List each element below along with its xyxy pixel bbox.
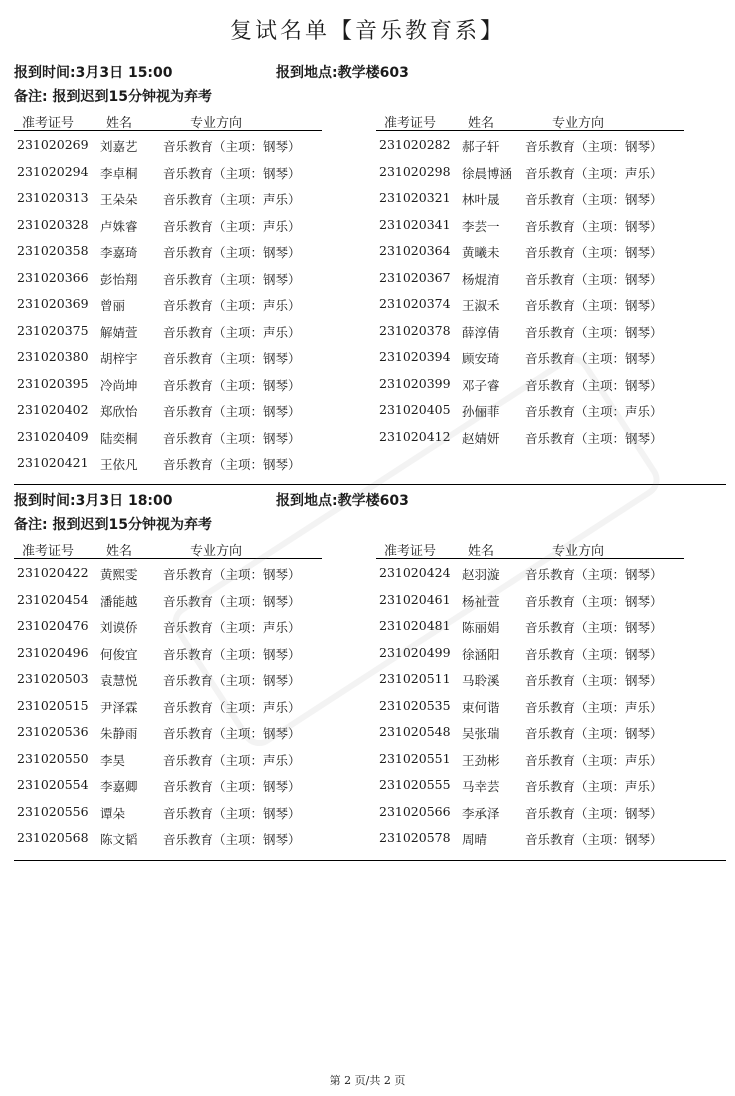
candidate-name: 刘谟侨 [100,620,138,635]
header-major: 专业方向 [190,116,243,131]
table-row [376,718,684,745]
candidate-major: 音乐教育（主项：钢琴） [525,726,663,741]
candidate-name: 马聆溪 [462,673,500,688]
session-2 [14,486,726,898]
table-row [376,771,684,798]
candidate-major: 音乐教育（主项：钢琴） [525,271,663,287]
candidate-major: 音乐教育（主项：钢琴） [525,805,663,821]
candidate-major: 音乐教育（主项：钢琴） [525,620,663,635]
candidate-major: 音乐教育（主项：声乐） [525,165,663,181]
header-id: 准考证号 [22,116,75,131]
candidate-major: 音乐教育（主项：钢琴） [525,324,663,340]
candidate-major: 音乐教育（主项：钢琴） [525,377,663,393]
table-row [376,824,684,851]
candidate-id: 231020358 [17,243,89,258]
candidate-major: 音乐教育（主项：钢琴） [163,165,301,181]
candidate-name: 李承泽 [462,805,500,821]
candidate-major: 音乐教育（主项：钢琴） [163,673,301,688]
candidate-name: 李芸一 [462,218,500,234]
candidate-name: 顾安琦 [462,351,500,366]
table-row [376,158,684,185]
candidate-id: 231020395 [17,375,89,391]
candidate-table-right [376,110,684,449]
candidate-major: 音乐教育（主项：声乐） [525,404,663,419]
table-row [14,718,322,745]
candidate-name: 李昊 [100,752,126,768]
candidate-name: 冷尚坤 [100,377,138,393]
candidate-id: 231020535 [379,697,451,713]
candidate-id: 231020409 [17,428,89,444]
candidate-major: 音乐教育（主项：钢琴） [163,805,301,821]
table-row [376,396,684,423]
table-row [376,559,684,586]
header-id: 准考证号 [384,116,437,131]
candidate-major: 音乐教育（主项：钢琴） [163,457,301,472]
table-row [14,343,322,370]
table-row [14,370,322,397]
table-row [376,264,684,291]
candidate-id: 231020551 [379,750,451,766]
table-row [14,745,322,772]
candidate-name: 彭怡翔 [100,271,138,287]
candidate-name: 郝子轩 [462,139,500,154]
candidate-name: 陈文韬 [100,832,138,847]
table-row [14,290,322,317]
candidate-major: 音乐教育（主项：钢琴） [525,192,663,207]
candidate-name: 黄熙雯 [100,567,138,582]
report-place: 报到地点:教学楼603 [276,493,409,509]
table-row [14,184,322,211]
candidate-major: 音乐教育（主项：钢琴） [525,567,663,582]
candidate-major: 音乐教育（主项：声乐） [163,699,301,715]
table-row [376,423,684,450]
candidate-table-left [14,538,322,851]
table-row [14,449,322,476]
report-place: 报到地点:教学楼603 [276,65,409,81]
candidate-major: 音乐教育（主项：钢琴） [163,351,301,366]
table-row [14,559,322,586]
table-row [14,798,322,825]
table-row [14,396,322,423]
candidate-major: 音乐教育（主项：声乐） [525,752,663,768]
candidate-id: 231020424 [379,565,451,580]
candidate-major: 音乐教育（主项：声乐） [163,620,301,635]
candidate-name: 刘嘉艺 [100,139,138,154]
table-row [376,370,684,397]
table-row [376,612,684,639]
candidate-name: 解婧萱 [100,324,138,340]
candidate-id: 231020496 [17,644,89,660]
header-major: 专业方向 [190,544,243,559]
candidate-id: 231020461 [379,591,451,607]
candidate-name: 吴张瑞 [462,726,500,741]
candidate-name: 周晴 [462,832,488,847]
candidate-major: 音乐教育（主项：钢琴） [525,218,663,234]
table-header [14,538,322,559]
table-row [376,290,684,317]
candidate-major: 音乐教育（主项：钢琴） [525,646,663,662]
candidate-id: 231020369 [17,296,89,311]
candidate-major: 音乐教育（主项：钢琴） [163,567,301,582]
candidate-name: 李卓桐 [100,165,138,181]
candidate-id: 231020375 [17,322,89,338]
candidate-major: 音乐教育（主项：声乐） [163,192,301,207]
candidate-name: 谭朵 [100,805,126,821]
candidate-major: 音乐教育（主项：声乐） [525,779,663,794]
candidate-name: 黄曦未 [462,245,500,260]
candidate-name: 卢姝睿 [100,218,138,234]
candidate-name: 赵婧妍 [462,430,500,446]
table-row [14,237,322,264]
candidate-id: 231020503 [17,671,89,686]
candidate-id: 231020515 [17,697,89,713]
session-info [14,58,726,84]
table-row [14,131,322,158]
table-row [14,692,322,719]
candidate-id: 231020566 [379,803,451,819]
candidate-major: 音乐教育（主项：声乐） [163,752,301,768]
table-row [14,639,322,666]
candidate-major: 音乐教育（主项：声乐） [525,699,663,715]
header-name: 姓名 [106,544,133,559]
candidate-id: 231020294 [17,163,89,179]
candidate-name: 徐涵阳 [462,646,500,662]
candidate-major: 音乐教育（主项：钢琴） [163,832,301,847]
candidate-id: 231020548 [379,724,451,739]
session-note: 备注: 报到迟到15分钟视为弃考 [14,89,212,105]
candidate-id: 231020367 [379,269,451,285]
candidate-id: 231020550 [17,750,89,766]
table-row [14,211,322,238]
header-major: 专业方向 [552,544,605,559]
candidate-major: 音乐教育（主项：声乐） [163,324,301,340]
candidate-id: 231020364 [379,243,451,258]
candidate-major: 音乐教育（主项：钢琴） [163,779,301,794]
candidate-id: 231020422 [17,565,89,580]
section-divider [14,484,726,485]
table-row [376,665,684,692]
candidate-id: 231020412 [379,428,451,444]
table-row [376,692,684,719]
table-row [14,317,322,344]
report-time: 报到时间:3月3日 15:00 [14,65,173,81]
candidate-major: 音乐教育（主项：钢琴） [163,271,301,287]
header-major: 专业方向 [552,116,605,131]
table-row [376,131,684,158]
candidate-name: 林叶晟 [462,192,500,207]
table-header [376,538,684,559]
candidate-id: 231020405 [379,402,451,417]
candidate-id: 231020568 [17,830,89,845]
table-row [376,798,684,825]
report-time: 报到时间:3月3日 18:00 [14,493,173,509]
candidate-major: 音乐教育（主项：钢琴） [163,377,301,393]
candidate-major: 音乐教育（主项：钢琴） [163,139,301,154]
candidate-id: 231020499 [379,644,451,660]
header-name: 姓名 [468,544,495,559]
table-row [14,824,322,851]
candidate-table-right [376,538,684,851]
candidate-major: 音乐教育（主项：钢琴） [525,832,663,847]
candidate-major: 音乐教育（主项：钢琴） [525,139,663,154]
candidate-major: 音乐教育（主项：声乐） [163,298,301,313]
table-row [376,317,684,344]
session-note: 备注: 报到迟到15分钟视为弃考 [14,517,212,533]
candidate-name: 王依凡 [100,457,138,472]
candidate-id: 231020578 [379,830,451,845]
candidate-major: 音乐教育（主项：钢琴） [525,430,663,446]
candidate-id: 231020511 [379,671,451,686]
candidate-name: 王朵朵 [100,192,138,207]
candidate-major: 音乐教育（主项：钢琴） [163,245,301,260]
candidate-id: 231020394 [379,349,451,364]
session-info [14,486,726,512]
section-divider [14,860,726,861]
candidate-name: 徐晨博涵 [462,165,513,181]
table-row [14,423,322,450]
candidate-id: 231020454 [17,591,89,607]
candidate-name: 陆奕桐 [100,430,138,446]
table-row [376,237,684,264]
candidate-major: 音乐教育（主项：钢琴） [525,245,663,260]
candidate-id: 231020380 [17,349,89,364]
candidate-name: 尹泽霖 [100,699,138,715]
candidate-id: 231020269 [17,137,89,152]
candidate-id: 231020556 [17,803,89,819]
candidate-major: 音乐教育（主项：钢琴） [525,298,663,313]
header-id: 准考证号 [22,544,75,559]
page-title: 复试名单【音乐教育系】 [229,19,505,44]
header-name: 姓名 [468,116,495,131]
candidate-major: 音乐教育（主项：钢琴） [163,430,301,446]
candidate-name: 薛淳倩 [462,324,500,340]
candidate-name: 李嘉卿 [100,779,138,794]
candidate-name: 杨祉萱 [462,593,500,609]
candidate-major: 音乐教育（主项：钢琴） [163,593,301,609]
table-header [376,110,684,131]
candidate-name: 李嘉琦 [100,245,138,260]
table-row [14,158,322,185]
candidate-id: 231020313 [17,190,89,205]
candidate-name: 孙俪菲 [462,404,500,419]
candidate-name: 胡梓宇 [100,351,138,366]
candidate-id: 231020282 [379,137,451,152]
page-footer: 第 2 页/共 2 页 [329,1074,406,1087]
candidate-id: 231020366 [17,269,89,285]
table-row [14,612,322,639]
candidate-id: 231020341 [379,216,451,232]
candidate-name: 束何谐 [462,699,500,715]
candidate-name: 郑欣怡 [100,404,138,419]
candidate-id: 231020321 [379,190,451,205]
table-row [376,639,684,666]
table-row [376,184,684,211]
candidate-major: 音乐教育（主项：钢琴） [525,351,663,366]
candidate-major: 音乐教育（主项：钢琴） [163,646,301,662]
candidate-major: 音乐教育（主项：钢琴） [525,593,663,609]
candidate-name: 朱静雨 [100,726,138,741]
candidate-id: 231020402 [17,402,89,417]
table-row [376,211,684,238]
candidate-name: 袁慧悦 [100,673,138,688]
table-header [14,110,322,131]
table-row [14,665,322,692]
table-row [14,586,322,613]
candidate-id: 231020481 [379,618,451,633]
candidate-id: 231020298 [379,163,451,179]
candidate-name: 王淑禾 [462,298,500,313]
header-name: 姓名 [106,116,133,131]
table-row [376,586,684,613]
candidate-id: 231020476 [17,618,89,633]
candidate-id: 231020378 [379,322,451,338]
candidate-id: 231020536 [17,724,89,739]
table-row [376,343,684,370]
candidate-name: 邓子睿 [462,377,500,393]
candidate-name: 杨焜淯 [462,271,500,287]
table-row [14,771,322,798]
candidate-name: 赵羽漩 [462,567,500,582]
candidate-major: 音乐教育（主项：钢琴） [163,404,301,419]
candidate-id: 231020399 [379,375,451,391]
table-row [14,264,322,291]
candidate-major: 音乐教育（主项：声乐） [163,218,301,234]
candidate-id: 231020554 [17,777,89,792]
candidate-name: 曾丽 [100,298,126,313]
candidate-name: 马幸芸 [462,779,500,794]
candidate-major: 音乐教育（主项：钢琴） [163,726,301,741]
session-1 [14,58,726,470]
candidate-id: 231020555 [379,777,451,792]
candidate-id: 231020374 [379,296,451,311]
table-row [376,745,684,772]
candidate-name: 何俊宜 [100,646,138,662]
candidate-name: 潘能越 [100,593,138,609]
candidate-name: 王劲彬 [462,752,500,768]
candidate-id: 231020328 [17,216,89,232]
candidate-major: 音乐教育（主项：钢琴） [525,673,663,688]
candidate-name: 陈丽娟 [462,620,500,635]
header-id: 准考证号 [384,544,437,559]
candidate-id: 231020421 [17,455,89,470]
candidate-table-left [14,110,322,476]
